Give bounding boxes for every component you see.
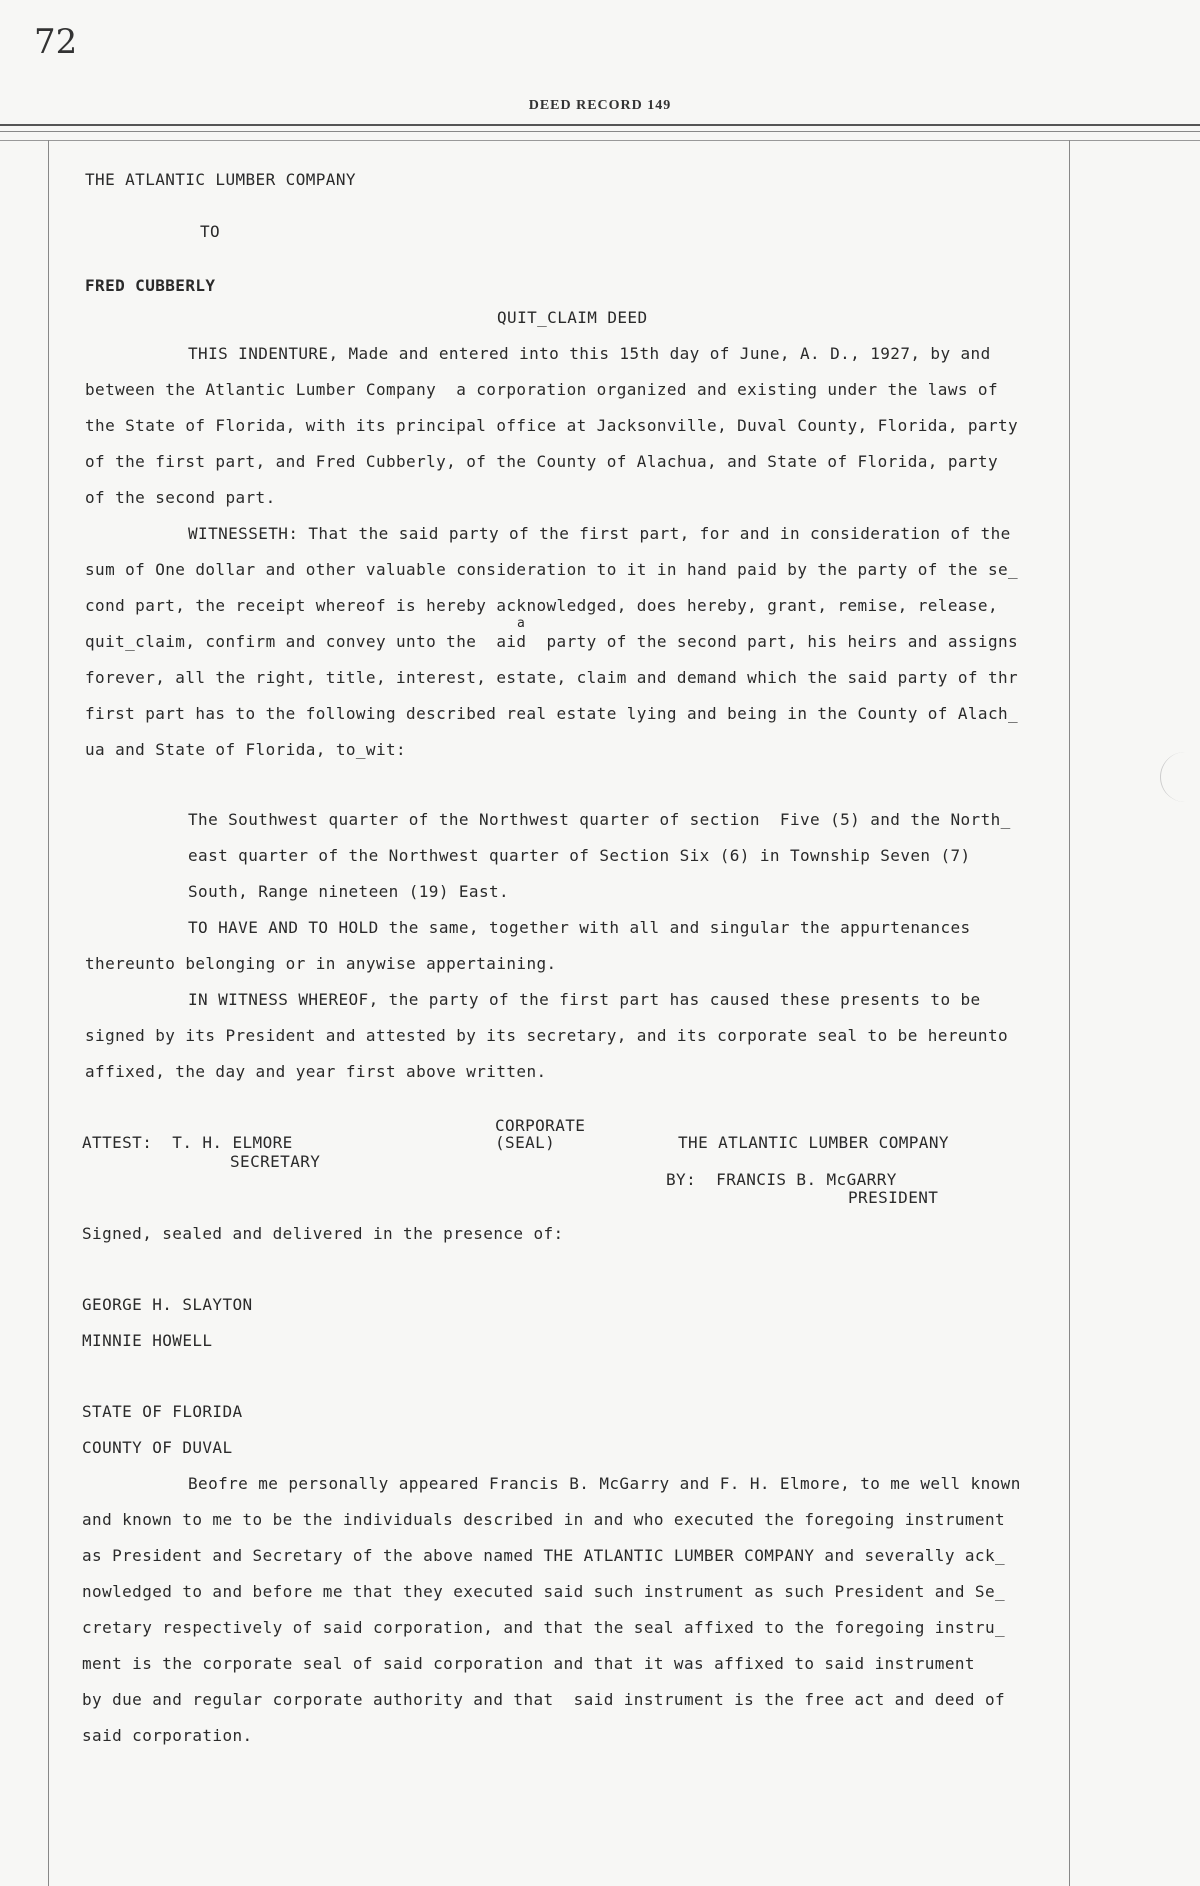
habendum-line: thereunto belonging or in anywise appertaining. [85,954,557,973]
venue-county: COUNTY OF DUVAL [82,1438,233,1457]
president-title: PRESIDENT [848,1188,939,1207]
interlined-insertion: a [517,616,526,631]
witness-line: signed by its President and attested by its secretary, and its corporate seal to be hereunto [85,1026,1009,1045]
body-line: ua and State of Florida, to_wit: [85,740,407,759]
body-line: WITNESSETH: That the said party of the first part, for and in consideration of the [188,524,1011,543]
acknowledgment-line: ment is the corporate seal of said corporation and that it was affixed to said instrument [82,1654,975,1673]
grantee-name: FRED CUBBERLY [85,276,216,295]
acknowledgment-line: by due and regular corporate authority and that said instrument is the free act and deed of [82,1690,1006,1709]
body-line: of the second part. [85,488,276,507]
habendum-line: TO HAVE AND TO HOLD the same, together with all and singular the appurtenances [188,918,971,937]
acknowledgment-line: said corporation. [82,1726,253,1745]
property-line: South, Range nineteen (19) East. [188,882,510,901]
right-margin-line [1069,140,1070,1886]
left-margin-line [48,140,49,1886]
body-line: quit_claim, confirm and convey unto the aid party of the second part, his heirs and assigns [85,632,1019,651]
body-line: THIS INDENTURE, Made and entered into this 15th day of June, A. D., 1927, by and [188,344,991,363]
body-line: first part has to the following described real estate lying and being in the County of Alach_ [85,704,1019,723]
body-line: the State of Florida, with its principal office at Jacksonville, Duval County, Florida, party [85,416,1019,435]
acknowledgment-line: and known to me to be the individuals described in and who executed the foregoing instrument [82,1510,1006,1529]
secretary-title: SECRETARY [230,1152,321,1171]
attest-line: ATTEST: T. H. ELMORE [82,1133,293,1152]
witness-name: GEORGE H. SLAYTON [82,1295,253,1314]
acknowledgment-line: nowledged to and before me that they executed said such instrument as such President and Se_ [82,1582,1006,1601]
body-line: between the Atlantic Lumber Company a corporation organized and existing under the laws of [85,380,998,399]
witness-line: IN WITNESS WHEREOF, the party of the first part has caused these presents to be [188,990,981,1009]
property-line: The Southwest quarter of the Northwest quarter of section Five (5) and the North_ [188,810,1011,829]
company-signature: THE ATLANTIC LUMBER COMPANY [678,1133,949,1152]
header-rule-middle [0,131,1200,132]
acknowledgment-line: cretary respectively of said corporation, and that the seal affixed to the foregoing instru_ [82,1618,1006,1637]
property-line: east quarter of the Northwest quarter of Section Six (6) in Township Seven (7) [188,846,971,865]
header-rule-bottom [0,140,1200,141]
seal-label-line1: CORPORATE [495,1116,586,1135]
page-number: 72 [34,22,78,62]
to-label: TO [200,222,221,241]
grantor-name: THE ATLANTIC LUMBER COMPANY [85,170,356,189]
deed-title: QUIT_CLAIM DEED [497,308,648,327]
presence-line: Signed, sealed and delivered in the presence of: [82,1224,564,1243]
body-line: forever, all the right, title, interest, estate, claim and demand which the said party of thr [85,668,1019,687]
witness-name: MINNIE HOWELL [82,1331,213,1350]
body-line: of the first part, and Fred Cubberly, of the County of Alachua, and State of Florida, party [85,452,998,471]
body-line: sum of One dollar and other valuable consideration to it in hand paid by the party of the se_ [85,560,1019,579]
acknowledgment-line: as President and Secretary of the above named THE ATLANTIC LUMBER COMPANY and severally ack_ [82,1546,1006,1565]
punch-hole-mark [1160,752,1200,802]
venue-state: STATE OF FLORIDA [82,1402,243,1421]
record-header: DEED RECORD 149 [528,98,672,113]
by-line: BY: FRANCIS B. McGARRY [666,1170,897,1189]
seal-label-line2: (SEAL) [495,1133,556,1152]
header-rule-top [0,124,1200,126]
body-line: cond part, the receipt whereof is hereby acknowledged, does hereby, grant, remise, release, [85,596,998,615]
acknowledgment-line: Beofre me personally appeared Francis B. McGarry and F. H. Elmore, to me well known [188,1474,1021,1493]
witness-line: affixed, the day and year first above written. [85,1062,547,1081]
